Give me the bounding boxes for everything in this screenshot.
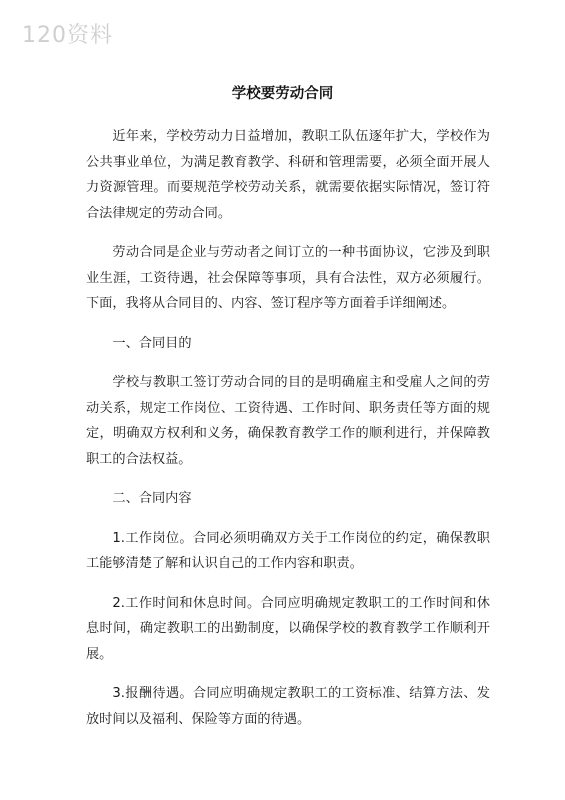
watermark-logo: 120资料 <box>22 23 113 48</box>
paragraph-item-1: 1.工作岗位。合同必须明确双方关于工作岗位的约定，确保教职工能够清楚了解和认识自己的工作内容和职责。 <box>86 530 490 571</box>
paragraph-intro-2: 劳动合同是企业与劳动者之间订立的一种书面协议，它涉及到职业生涯，工资待遇，社会保障等事项，具有合法性，双方必须履行。下面，我将从合同目的、内容、签订程序等方面着手详细阐述。 <box>86 245 490 311</box>
section-heading-content: 二、合同内容 <box>112 491 192 506</box>
paragraph-item-3: 3.报酬待遇。合同应明确规定教职工的工资标准、结算方法、发放时间以及福利、保险等方面的待遇。 <box>86 686 490 727</box>
document-title: 学校要劳动合同 <box>231 86 334 102</box>
section-heading-purpose: 一、合同目的 <box>112 335 192 351</box>
paragraph-purpose: 学校与教职工签订劳动合同的目的是明确雇主和受雇人之间的劳动关系，规定工作岗位、工资待遇、工作时间、职务责任等方面的规定，明确双方权利和义务，确保教育教学工作的顺利进行，并保障教职工的合法权益。 <box>86 375 490 467</box>
paragraph-item-2: 2.工作时间和休息时间。合同应明确规定教职工的工作时间和休息时间，确定教职工的出勤制度，以确保学校的教育教学工作顺利开展。 <box>86 595 490 662</box>
paragraph-intro-1: 近年来，学校劳动力日益增加，教职工队伍逐年扩大，学校作为公共事业单位，为满足教育教学、科研和管理需要，必须全面开展人力资源管理。而要规范学校劳动关系，就需要依据实际情况，签订符合法律规定的劳动合同。 <box>86 129 490 221</box>
document-body <box>86 124 490 746</box>
